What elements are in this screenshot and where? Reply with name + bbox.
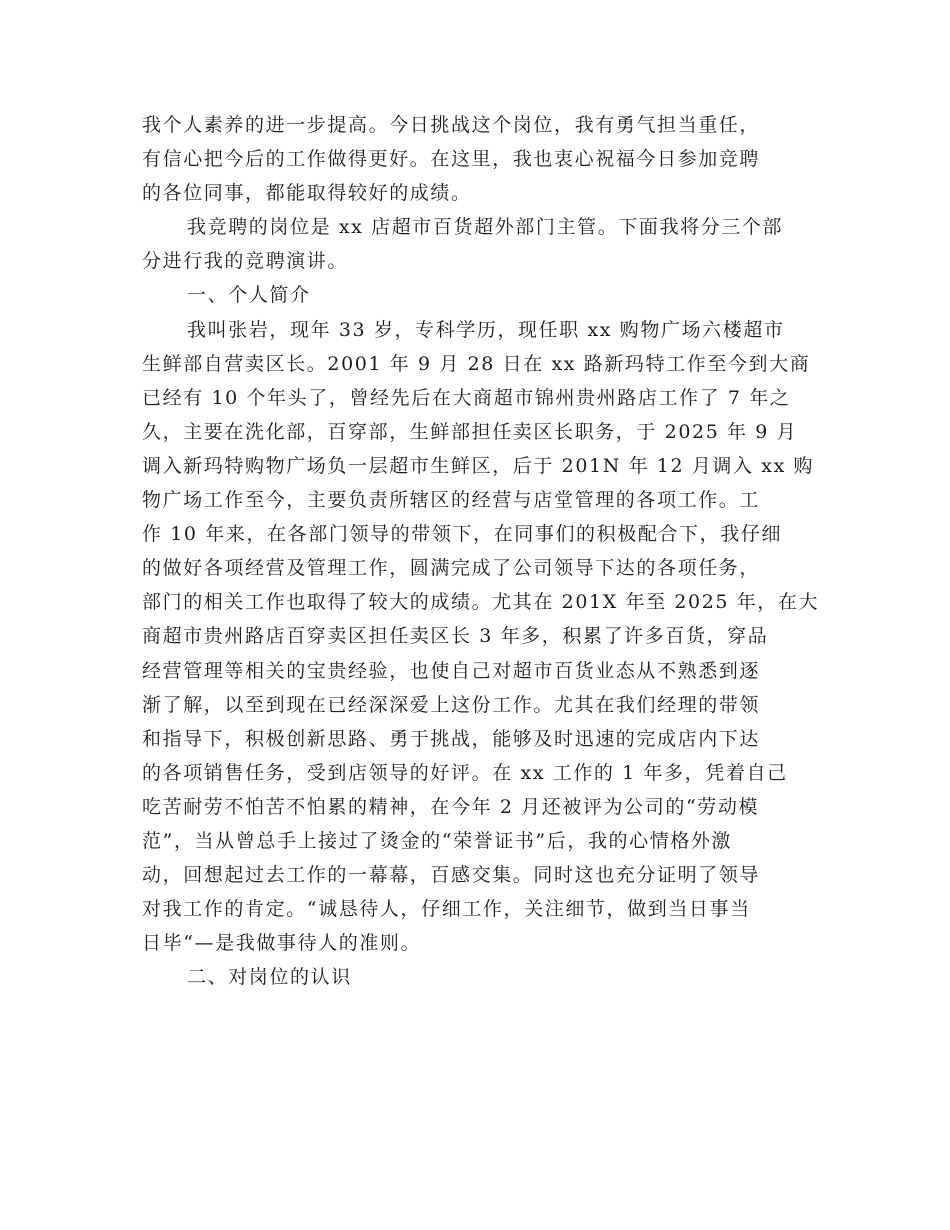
text-line: 商超市贵州路店百穿卖区担任卖区长 3 年多，积累了许多百货，穿品 xyxy=(142,625,769,648)
text-line: 吃苦耐劳不怕苦不怕累的精神，在今年 2 月还被评为公司的“劳动模 xyxy=(142,795,760,818)
text-line: 的各项销售任务，受到店领导的好评。在 xx 工作的 1 年多，凭着自己 xyxy=(142,761,788,784)
text-line: 和指导下，积极创新思路、勇于挑战，能够及时迅速的完成店内下达 xyxy=(142,727,761,750)
text-line: 的各位同事，都能取得较好的成绩。 xyxy=(142,182,472,205)
paragraph-start-line: 我竞聘的岗位是 xx 店超市百货超外部门主管。下面我将分三个部 xyxy=(187,216,784,239)
section-heading-role-understanding: 二、对岗位的认识 xyxy=(187,966,352,989)
text-line: 调入新玛特购物广场负一层超市生鲜区，后于 201N 年 12 月调入 xx 购 xyxy=(142,454,815,477)
text-line: 久，主要在洗化部，百穿部，生鲜部担任卖区长职务，于 2025 年 9 月 xyxy=(142,420,798,443)
text-line: 已经有 10 个年头了，曾经先后在大商超市锦州贵州路店工作了 7 年之 xyxy=(142,386,791,409)
text-line: 经营管理等相关的宝贵经验，也使自己对超市百货业态从不熟悉到逐 xyxy=(142,659,761,682)
text-line: 有信心把今后的工作做得更好。在这里，我也衷心祝福今日参加竞聘 xyxy=(142,148,761,171)
paragraph-start-line: 我叫张岩，现年 33 岁，专科学历，现任职 xx 购物广场六楼超市 xyxy=(187,318,785,341)
text-line: 日毕“—是我做事待人的准则。 xyxy=(142,932,422,955)
section-heading-personal-intro: 一、个人简介 xyxy=(187,284,311,307)
text-line: 分进行我的竞聘演讲。 xyxy=(142,250,349,273)
text-line: 的做好各项经营及管理工作，圆满完成了公司领导下达的各项任务， xyxy=(142,557,761,580)
text-line: 物广场工作至今，主要负责所辖区的经营与店堂管理的各项工作。工 xyxy=(142,489,761,512)
text-line: 动，回想起过去工作的一幕幕，百感交集。同时这也充分证明了领导 xyxy=(142,864,761,887)
text-line: 渐了解，以至到现在已经深深爱上这份工作。尤其在我们经理的带领 xyxy=(142,693,761,716)
text-line: 范”，当从曾总手上接过了烫金的“荣誉证书”后，我的心情格外激 xyxy=(142,829,733,852)
text-line: 部门的相关工作也取得了较大的成绩。尤其在 201X 年至 2025 年，在大 xyxy=(142,591,820,614)
text-line: 我个人素养的进一步提高。今日挑战这个岗位，我有勇气担当重任， xyxy=(142,114,761,136)
text-line: 对我工作的肯定。“诚恳待人，仔细工作，关注细节，做到当日事当 xyxy=(142,898,751,921)
document-page xyxy=(142,108,820,994)
text-line: 作 10 年来，在各部门领导的带领下，在同事们的积极配合下，我仔细 xyxy=(142,523,783,546)
text-line: 生鲜部自营卖区长。2001 年 9 月 28 日在 xx 路新玛特工作至今到大商 xyxy=(142,352,811,375)
